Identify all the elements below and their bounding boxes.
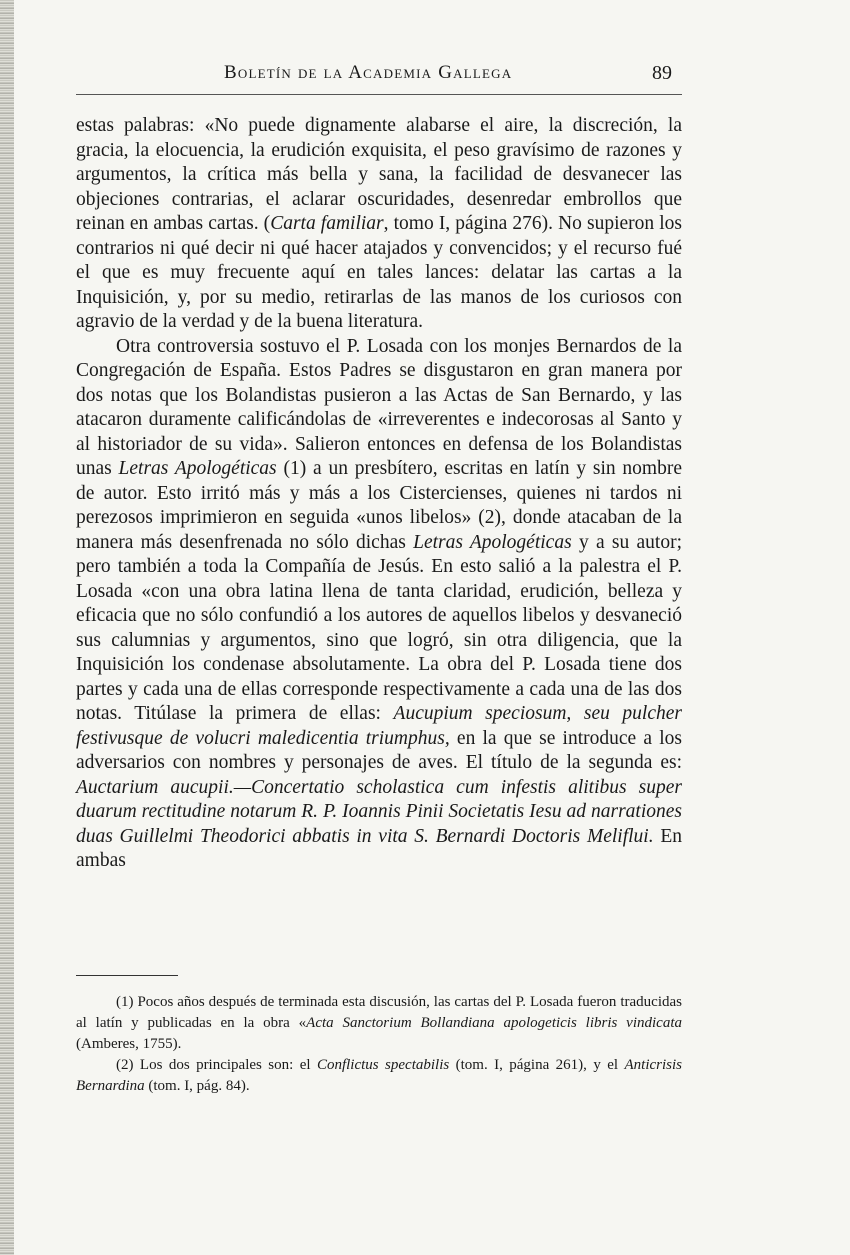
- citation: Acta Sanctorium Bollandiana apologeticis libris vindicata: [306, 1015, 682, 1031]
- paragraph-1: estas palabras: «No puede dignamente alabarse el aire, la discreción, la gracia, la elocuencia, la erudición exquisita, el peso gravísimo de razones y argumentos, la crítica más bella y sana, la facilidad de desvanecer las objeciones contrarias, el aclarar oscuridades, desenredar embrollos que reinan en ambas cartas. (Carta familiar, tomo I, página 276). No supieron los contrarios ni qué decir ni qué hacer atajados y convencidos; y el recurso fué el que es muy frecuente aquí en tales lances: delatar las cartas a la Inquisición, y, por su medio, retirarlas de las manos de los curiosos con agravio de la verdad y de la buena literatura.: [76, 115, 683, 332]
- citation: Anticrisis Bernardina: [76, 1057, 682, 1094]
- body-text: [76, 114, 682, 874]
- paragraph-2: Otra controversia sostuvo el P. Losada con los monjes Bernardos de la Congregación de España. Estos Padres se disgustaron en gran manera por dos notas que los Bolandistas pusieron a las Actas de San Bernardo, y las atacaron duramente calificándolas de «irreverentes e indecorosas al Santo y al historiador de su vida». Salieron entonces en defensa de los Bolandistas unas Letras Apologéticas (1) a un presbítero, escritas en latín y sin nombre de autor. Esto irritó más y más a los Cistercienses, quienes ni tardos ni perezosos imprimieron en seguida «unos libelos» (2), donde atacaban de la manera más desenfrenada no sólo dichas Letras Apologéticas y a su autor; pero también a toda la Compañía de Jesús. En esto salió a la palestra el P. Losada «con una obra latina llena de tanta claridad, erudición, belleza y eficacia que no sólo confundió a los autores de aquellos libelos y desvaneció sus calumnias y argumentos, sino que logró, sin otra diligencia, que la Inquisición los condenase absolutamente. La obra del P. Losada tiene dos partes y cada una de ellas corresponde respectivamente a cada una de las dos notas. Titúlase la primera de ellas: Aucupium speciosum, seu pulcher festivusque de volucri maledicentia triumphus, en la que se introduce a los adversarios con nombres y personajes de aves. El título de la segunda es: Auctarium aucupii.—Concertatio scholastica cum infestis alitibus super duarum rectitudine notarum R. P. Ioannis Pinii Societatis Iesu ad narrationes duas Guillelmi Theodorici abbatis in vita S. Bernardi Doctoris Meliflui. En ambas: [76, 335, 682, 871]
- footnote-1: (1) Pocos años después de terminada esta discusión, las cartas del P. Losada fueron traducidas al latín y publicadas en la obra «Acta Sanctorium Bollandiana apologeticis libris vindicata (Amberes, 1755).: [76, 994, 682, 1052]
- running-head: Boletín de la Academia Gallega: [224, 62, 513, 83]
- footnotes: [76, 992, 682, 1097]
- citation: Conflictus spectabilis: [316, 1057, 450, 1073]
- footnote-rule: [76, 975, 178, 976]
- citation: Letras Apologéticas: [413, 531, 572, 553]
- citation: Auctarium aucupii.—Concertatio scholastica cum infestis alitibus super duarum rectitudine notarum R. P. Ioannis Pinii Societatis Iesu ad narrationes duas Guillelmi Theodorici abbatis in vita S. Bernardi Doctoris Meliflui.: [76, 776, 682, 847]
- page-edge: [0, 0, 14, 1255]
- citation: Aucupium speciosum, seu pulcher festivusque de volucri maledicentia triumphus,: [76, 703, 682, 749]
- footnote-2: (2) Los dos principales son: el Conflictus spectabilis (tom. I, página 261), y el Anticrisis Bernardina (tom. I, pág. 84).: [76, 1057, 682, 1094]
- page-header: [76, 58, 682, 95]
- citation: Letras Apologéticas: [118, 458, 277, 479]
- page-number: 89: [652, 62, 672, 84]
- citation: Carta familiar: [270, 213, 384, 234]
